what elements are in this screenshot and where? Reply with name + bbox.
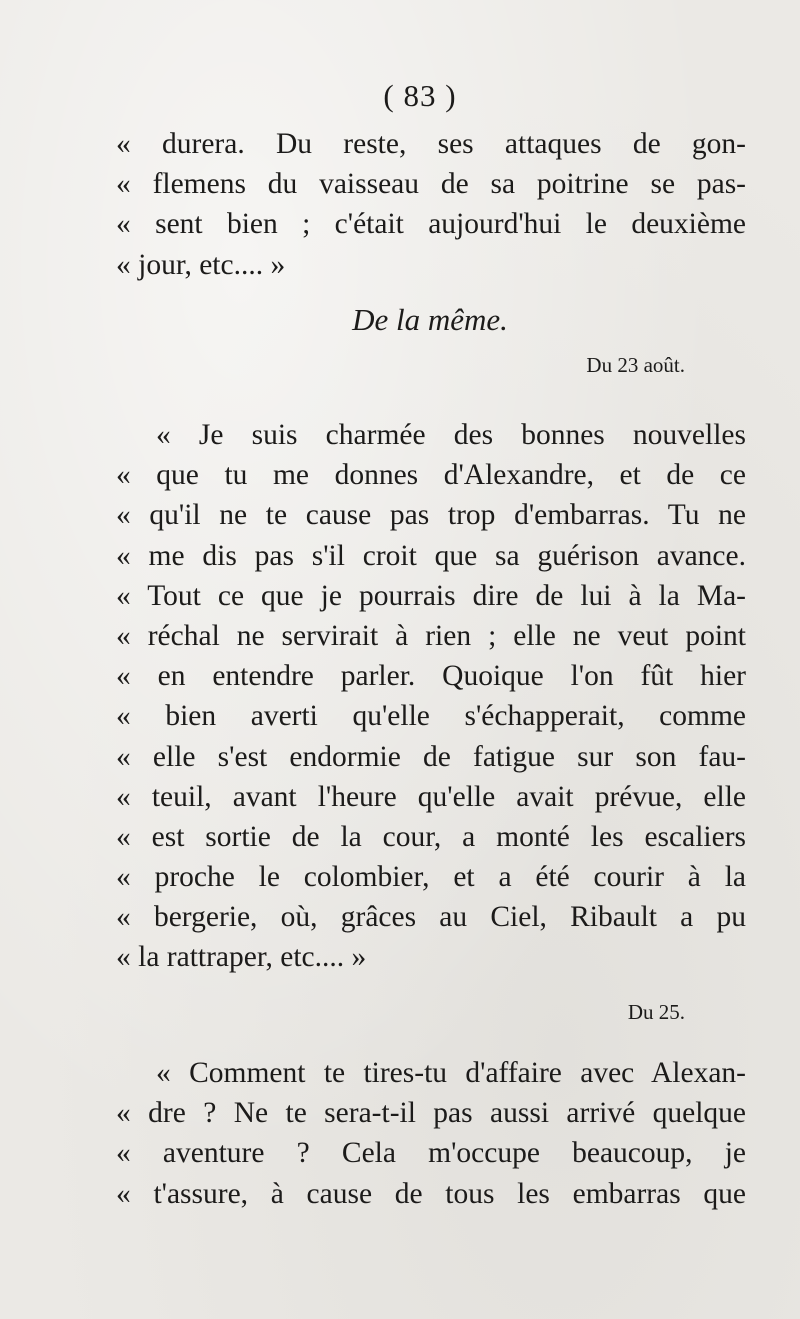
text-line: « réchal ne servirait à rien ; elle ne veut point	[116, 619, 746, 652]
text-line: « me dis pas s'il croit que sa guérison avance.	[116, 539, 746, 572]
text-line: « bergerie, où, grâces au Ciel, Ribault a pu	[116, 901, 746, 934]
text-line: « jour, etc.... »	[116, 248, 286, 281]
text-line: « Tout ce que je pourrais dire de lui à la Ma-	[116, 579, 746, 612]
text-line: « durera. Du reste, ses attaques de gon-	[116, 128, 746, 160]
text-line: « Je suis charmée des bonnes nouvelles	[156, 419, 746, 451]
paragraph-continuation	[116, 124, 746, 285]
text-line: « en entendre parler. Quoique l'on fût hier	[116, 660, 746, 693]
text-line: « bien averti qu'elle s'échapperait, comme	[116, 700, 746, 733]
text-line: « dre ? Ne te sera-t-il pas aussi arrivé quelque	[116, 1097, 746, 1130]
text-line: « que tu me donnes d'Alexandre, et de ce	[116, 459, 746, 492]
text-line: « proche le colombier, et a été courir à la	[116, 861, 746, 894]
text-line: « aventure ? Cela m'occupe beaucoup, je	[116, 1137, 746, 1170]
letter-date: Du 25.	[627, 1000, 685, 1024]
letter-paragraph	[116, 1053, 746, 1214]
text-line: « qu'il ne te cause pas trop d'embarras. Tu ne	[116, 499, 746, 532]
text-line: « la rattraper, etc.... »	[116, 941, 367, 974]
letter-date: Du 23 août.	[586, 353, 685, 377]
letter-heading: De la même.	[352, 302, 508, 337]
text-line: « sent bien ; c'était aujourd'hui le deuxième	[116, 208, 746, 241]
letter-paragraph	[116, 415, 746, 978]
text-line: « est sortie de la cour, a monté les escaliers	[116, 820, 746, 853]
text-line: « t'assure, à cause de tous les embarras que	[116, 1177, 746, 1210]
text-line: « elle s'est endormie de fatigue sur son fau-	[116, 740, 746, 773]
text-line: « teuil, avant l'heure qu'elle avait prévue, elle	[116, 780, 746, 813]
text-line: « flemens du vaisseau de sa poitrine se pas-	[116, 168, 746, 201]
page-number: ( 83 )	[383, 78, 457, 113]
text-line: « Comment te tires-tu d'affaire avec Alexan-	[156, 1057, 746, 1089]
